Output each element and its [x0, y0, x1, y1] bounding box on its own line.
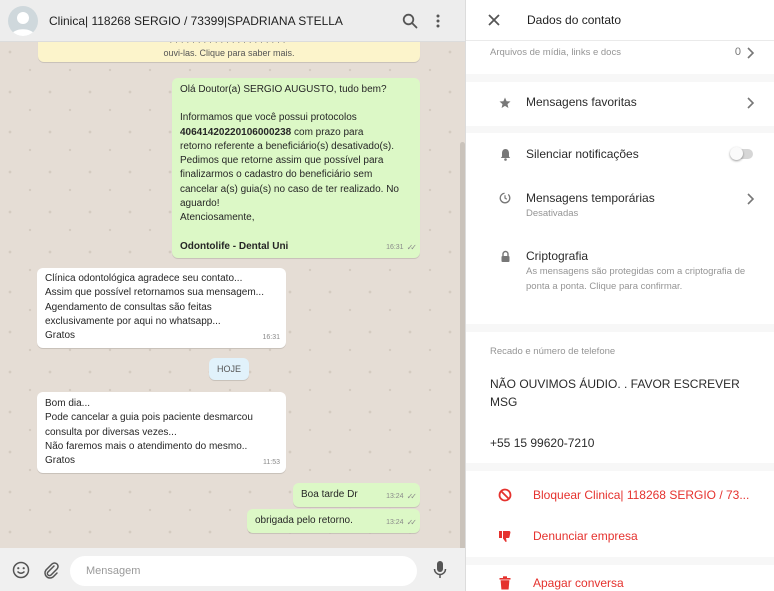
disappearing-messages-row[interactable]	[466, 183, 774, 231]
block-icon	[498, 488, 512, 502]
chat-title[interactable]: Clinica| 118268 SERGIO / 73399|SPADRIANA STELLA	[49, 13, 343, 28]
message-input[interactable]: Mensagem	[70, 556, 417, 586]
double-check-icon: ✓✓	[406, 517, 414, 527]
actions-section	[466, 471, 774, 557]
message-body-1: com prazo para	[291, 126, 364, 138]
message-bubble-outgoing[interactable]	[293, 483, 420, 507]
emoji-icon[interactable]	[11, 560, 31, 580]
encryption-notice[interactable]	[38, 42, 420, 62]
media-section[interactable]	[466, 41, 774, 74]
bell-icon	[498, 147, 512, 161]
timer-icon	[498, 191, 512, 205]
message-text: Boa tarde Dr	[301, 489, 358, 500]
encryption-label: Criptografia	[526, 249, 589, 263]
media-label: Arquivos de mídia, links e docs	[490, 47, 621, 58]
message-meta	[386, 490, 414, 504]
menu-icon[interactable]	[427, 10, 449, 32]
composer	[0, 548, 465, 591]
mute-notifications-label: Silenciar notificações	[526, 147, 639, 161]
message-list[interactable]	[0, 42, 465, 548]
contact-header	[466, 0, 774, 41]
message-meta	[386, 516, 414, 530]
message-body-2: retorno referente a beneficiário(s) desativado(s). Pedimos que retorne assim que possível para finalizarmos o cadastro do beneficiário sem cancelar a(s) guia(s) no caso de ter realizado. No aguardo! Atenciosamente,	[180, 140, 399, 224]
thumbs-down-icon	[498, 529, 512, 543]
report-business-label: Denunciar empresa	[533, 529, 638, 543]
double-check-icon: ✓✓	[406, 242, 414, 252]
close-icon[interactable]	[486, 12, 502, 28]
about-status: NÃO OUVIMOS ÁUDIO. . FAVOR ESCREVER MSG	[490, 377, 740, 409]
message-meta	[263, 456, 280, 470]
chat-header[interactable]	[0, 0, 465, 42]
report-business-row[interactable]	[466, 515, 774, 555]
message-time: 16:31	[386, 243, 404, 251]
message-intro: Informamos que você possui protocolos	[180, 112, 357, 124]
starred-messages-row[interactable]	[466, 82, 774, 126]
mute-notifications-row[interactable]	[466, 133, 774, 177]
message-bubble-incoming[interactable]	[37, 392, 286, 473]
double-check-icon: ✓✓	[406, 491, 414, 501]
mute-toggle[interactable]	[731, 149, 753, 159]
lock-icon	[498, 249, 512, 263]
message-text: Bom dia... Pode cancelar a guia pois paciente desmarcou consulta por diversas vezes... Não faremos mais o atendimento do mesmo.. Gratos	[45, 398, 253, 467]
settings-section	[466, 133, 774, 324]
contact-panel-title: Dados do contato	[527, 13, 622, 27]
contact-info-panel	[465, 0, 774, 591]
message-signature: Odontolife - Dental Uni	[180, 240, 289, 252]
star-icon	[498, 96, 512, 110]
microphone-icon[interactable]	[430, 560, 450, 580]
message-time: 11:53	[263, 458, 280, 466]
about-section-label: Recado e número de telefone	[490, 346, 616, 357]
message-meta	[386, 241, 414, 255]
message-bubble-incoming[interactable]	[37, 268, 286, 348]
avatar[interactable]	[8, 6, 38, 36]
chevron-right-icon	[745, 46, 755, 60]
encryption-row[interactable]	[466, 241, 774, 321]
starred-section	[466, 82, 774, 126]
date-divider: HOJE	[209, 358, 249, 380]
encryption-notice-text: ouvi-las. Clique para saber mais.	[163, 48, 295, 58]
block-contact-row[interactable]	[466, 471, 774, 511]
default-avatar-icon	[8, 6, 38, 36]
chevron-right-icon	[745, 192, 755, 206]
message-text: obrigada pelo retorno.	[255, 515, 353, 526]
message-meta	[262, 331, 280, 345]
trash-icon	[498, 576, 512, 590]
block-contact-label: Bloquear Clinica| 118268 SERGIO / 73...	[533, 488, 750, 502]
chevron-right-icon	[745, 96, 755, 110]
disappearing-messages-label: Mensagens temporárias	[526, 191, 655, 205]
delete-section	[466, 565, 774, 591]
message-time: 13:24	[386, 518, 404, 526]
message-bubble-outgoing[interactable]	[172, 78, 420, 258]
message-greeting: Olá Doutor(a) SERGIO AUGUSTO, tudo bem?	[180, 84, 387, 95]
attach-icon[interactable]	[41, 560, 61, 580]
truncated-text-icon: ·····················	[169, 42, 289, 47]
message-bubble-outgoing[interactable]	[247, 509, 420, 533]
disappearing-messages-status: Desativadas	[526, 208, 579, 219]
delete-chat-row[interactable]	[466, 565, 774, 591]
search-icon[interactable]	[399, 10, 421, 32]
phone-number[interactable]: +55 15 99620-7210	[490, 436, 595, 450]
delete-chat-label: Apagar conversa	[533, 576, 624, 590]
protocol-number: 40641420220106000238	[180, 126, 292, 138]
message-text: Clínica odontológica agradece seu contato... Assim que possível retornamos sua mensagem... Agendamento de consultas são feitas exclusivamente por aqui no whatsapp... Gratos	[45, 273, 264, 342]
message-time: 13:24	[386, 492, 404, 500]
media-count: 0	[734, 46, 741, 58]
encryption-description: As mensagens são protegidas com a criptografia de ponta a ponta. Clique para confirmar.	[526, 266, 746, 292]
message-time: 16:31	[262, 333, 280, 341]
about-section	[466, 332, 774, 463]
starred-messages-label: Mensagens favoritas	[526, 95, 637, 109]
